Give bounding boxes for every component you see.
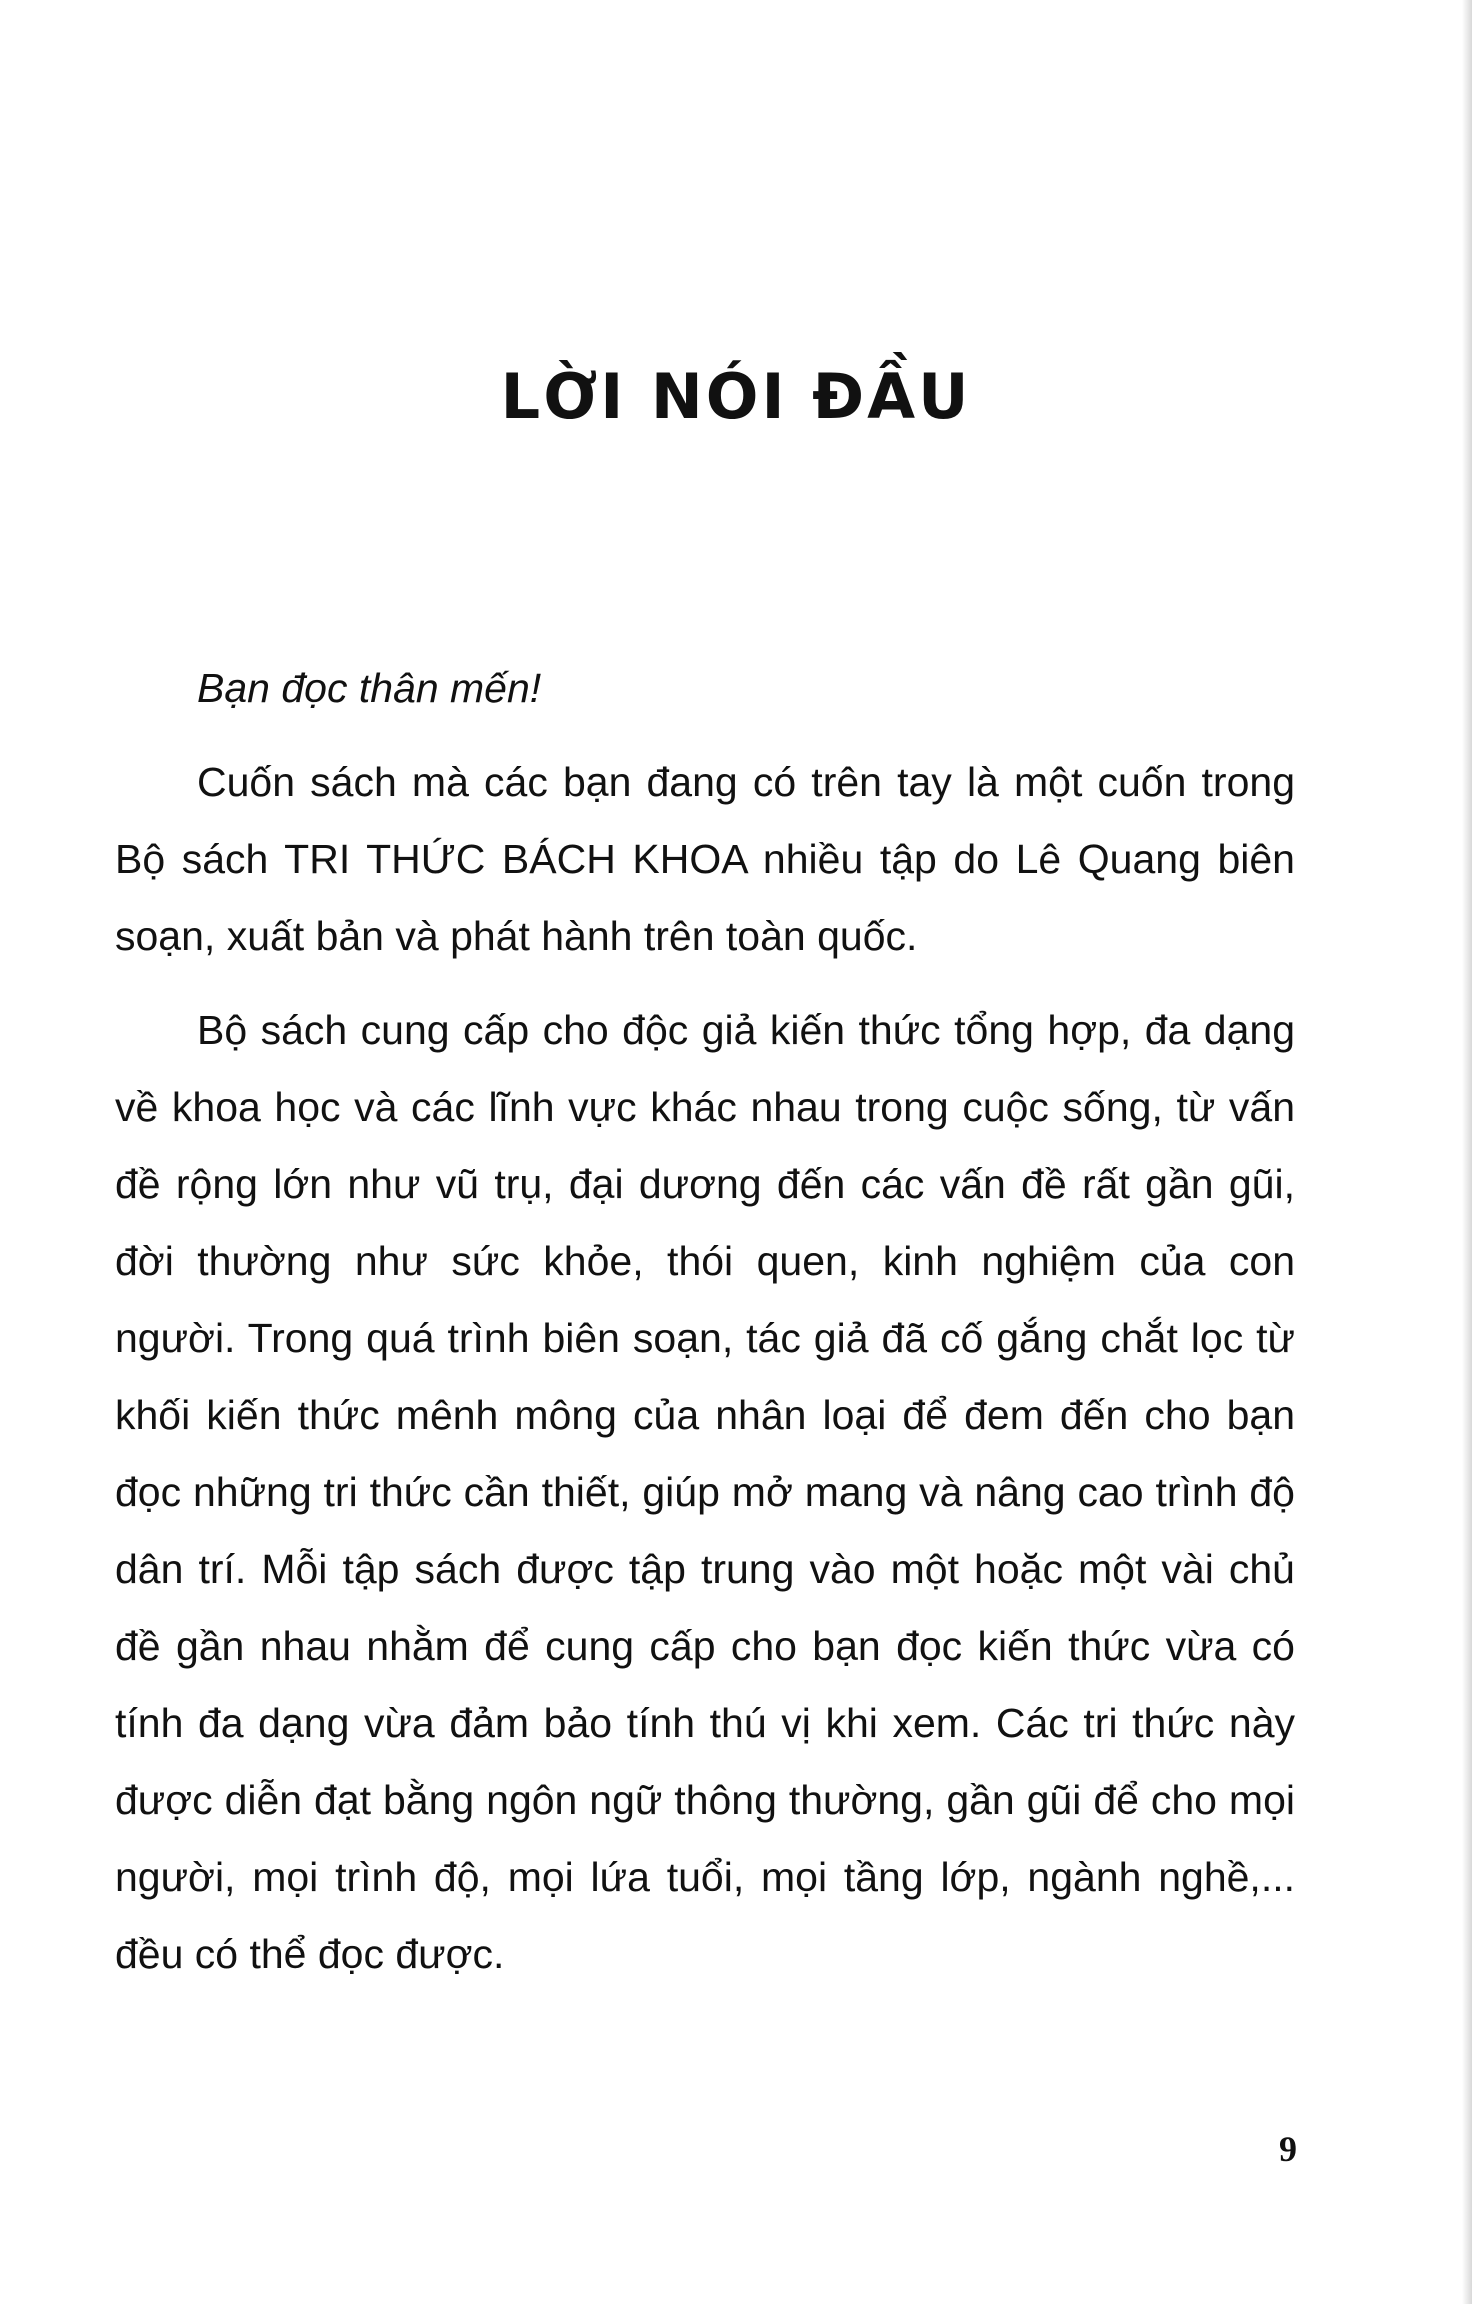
greeting-line: Bạn đọc thân mến! <box>197 665 542 711</box>
paragraph-1: Cuốn sách mà các bạn đang có trên tay là một cuốn trong Bộ sách TRI THỨC BÁCH KHOA nhiều tập do Lê Quang biên soạn, xuất bản và phát hành trên toàn quốc. <box>115 759 1295 959</box>
page-edge-shadow <box>1462 0 1472 2304</box>
page-title: LỜI NÓI ĐẦU <box>500 360 972 433</box>
body-text <box>115 650 1295 2010</box>
paragraph-2: Bộ sách cung cấp cho độc giả kiến thức tổng hợp, đa dạng về khoa học và các lĩnh vực khác nhau trong cuộc sống, từ vấn đề rộng lớn như vũ trụ, đại dương đến các vấn đề rất gần gũi, đời thường như sức khỏe, thói quen, kinh nghiệm của con người. Trong quá trình biên soạn, tác giả đã cố gắng chắt lọc từ khối kiến thức mênh mông của nhân loại để đem đến cho bạn đọc những tri thức cần thiết, giúp mở mang và nâng cao trình độ dân trí. Mỗi tập sách được tập trung vào một hoặc một vài chủ đề gần nhau nhằm để cung cấp cho bạn đọc kiến thức vừa có tính đa dạng vừa đảm bảo tính thú vị khi xem. Các tri thức này được diễn đạt bằng ngôn ngữ thông thường, gần gũi để cho mọi người, mọi trình độ, mọi lứa tuổi, mọi tầng lớp, ngành nghề,... đều có thể đọc được. <box>115 1007 1295 1977</box>
page-number: 9 <box>1279 2129 1297 2169</box>
